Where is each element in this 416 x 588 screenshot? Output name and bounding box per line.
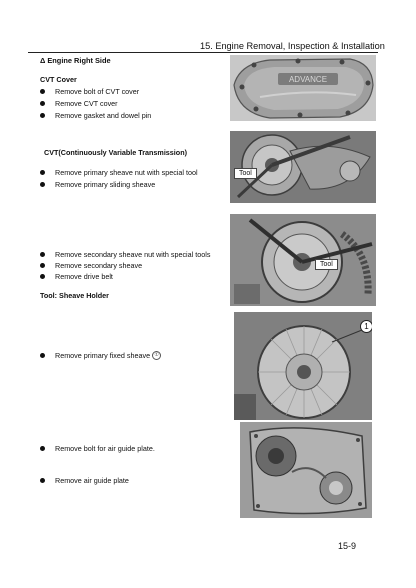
cvt-step-2	[40, 180, 155, 189]
fixed-sheave-step	[40, 351, 161, 360]
cvt-cover-heading: CVT Cover	[40, 75, 77, 84]
secondary-sheave-photo	[230, 214, 376, 306]
primary-sheave-photo	[230, 131, 376, 203]
air-guide-photo	[240, 422, 372, 518]
primary-tool-label: Tool	[234, 168, 257, 179]
bullet-icon	[40, 274, 45, 279]
cvt-cover-photo	[230, 55, 376, 121]
bullet-icon	[40, 478, 45, 483]
cvt-cover-step-3	[40, 111, 151, 120]
chapter-header: 15. Engine Removal, Inspection & Installation	[200, 41, 385, 51]
secondary-step-3	[40, 272, 113, 281]
step-text: Remove primary sheave nut with special tool	[55, 168, 198, 177]
secondary-step-1	[40, 250, 210, 259]
secondary-step-2	[40, 261, 142, 270]
step-text: Remove bolt of CVT cover	[55, 87, 140, 96]
bullet-icon	[40, 252, 45, 257]
bullet-icon	[40, 101, 45, 106]
tool-heading: Tool: Sheave Holder	[40, 291, 109, 300]
step-text: Remove air guide plate	[55, 476, 129, 485]
step-text: Remove gasket and dowel pin	[55, 111, 152, 120]
fixed-sheave-callout: 1	[360, 320, 372, 333]
step-text: Remove CVT cover	[55, 99, 118, 108]
cvt-heading: CVT(Continuously Variable Transmission)	[44, 148, 187, 157]
step-text: Remove secondary sheave	[55, 261, 143, 270]
bullet-icon	[40, 263, 45, 268]
cvt-cover-step-2	[40, 99, 118, 108]
bullet-icon	[40, 113, 45, 118]
fixed-sheave-photo	[234, 312, 372, 420]
bullet-icon	[40, 182, 45, 187]
step-text: Remove primary sliding sheave	[55, 180, 156, 189]
header-rule	[28, 52, 378, 53]
bullet-icon	[40, 170, 45, 175]
page-number: 15-9	[338, 541, 357, 551]
step-text: Remove secondary sheave nut with special tools	[55, 250, 211, 259]
air-guide-plate-step	[40, 476, 129, 485]
bullet-icon	[40, 353, 45, 358]
step-text: Remove drive belt	[55, 272, 113, 281]
bullet-icon	[40, 89, 45, 94]
step-text: Remove primary fixed sheave	[55, 351, 151, 360]
section-title: Δ Engine Right Side	[40, 56, 111, 65]
svg-text:ADVANCE: ADVANCE	[288, 75, 328, 84]
bullet-icon	[40, 446, 45, 451]
callout-number: ①	[152, 351, 161, 360]
cvt-step-1	[40, 168, 198, 177]
step-text: Remove bolt for air guide plate.	[55, 444, 155, 453]
cvt-cover-step-1	[40, 87, 139, 96]
secondary-tool-label: Tool	[315, 259, 338, 270]
air-guide-bolt-step	[40, 444, 155, 453]
